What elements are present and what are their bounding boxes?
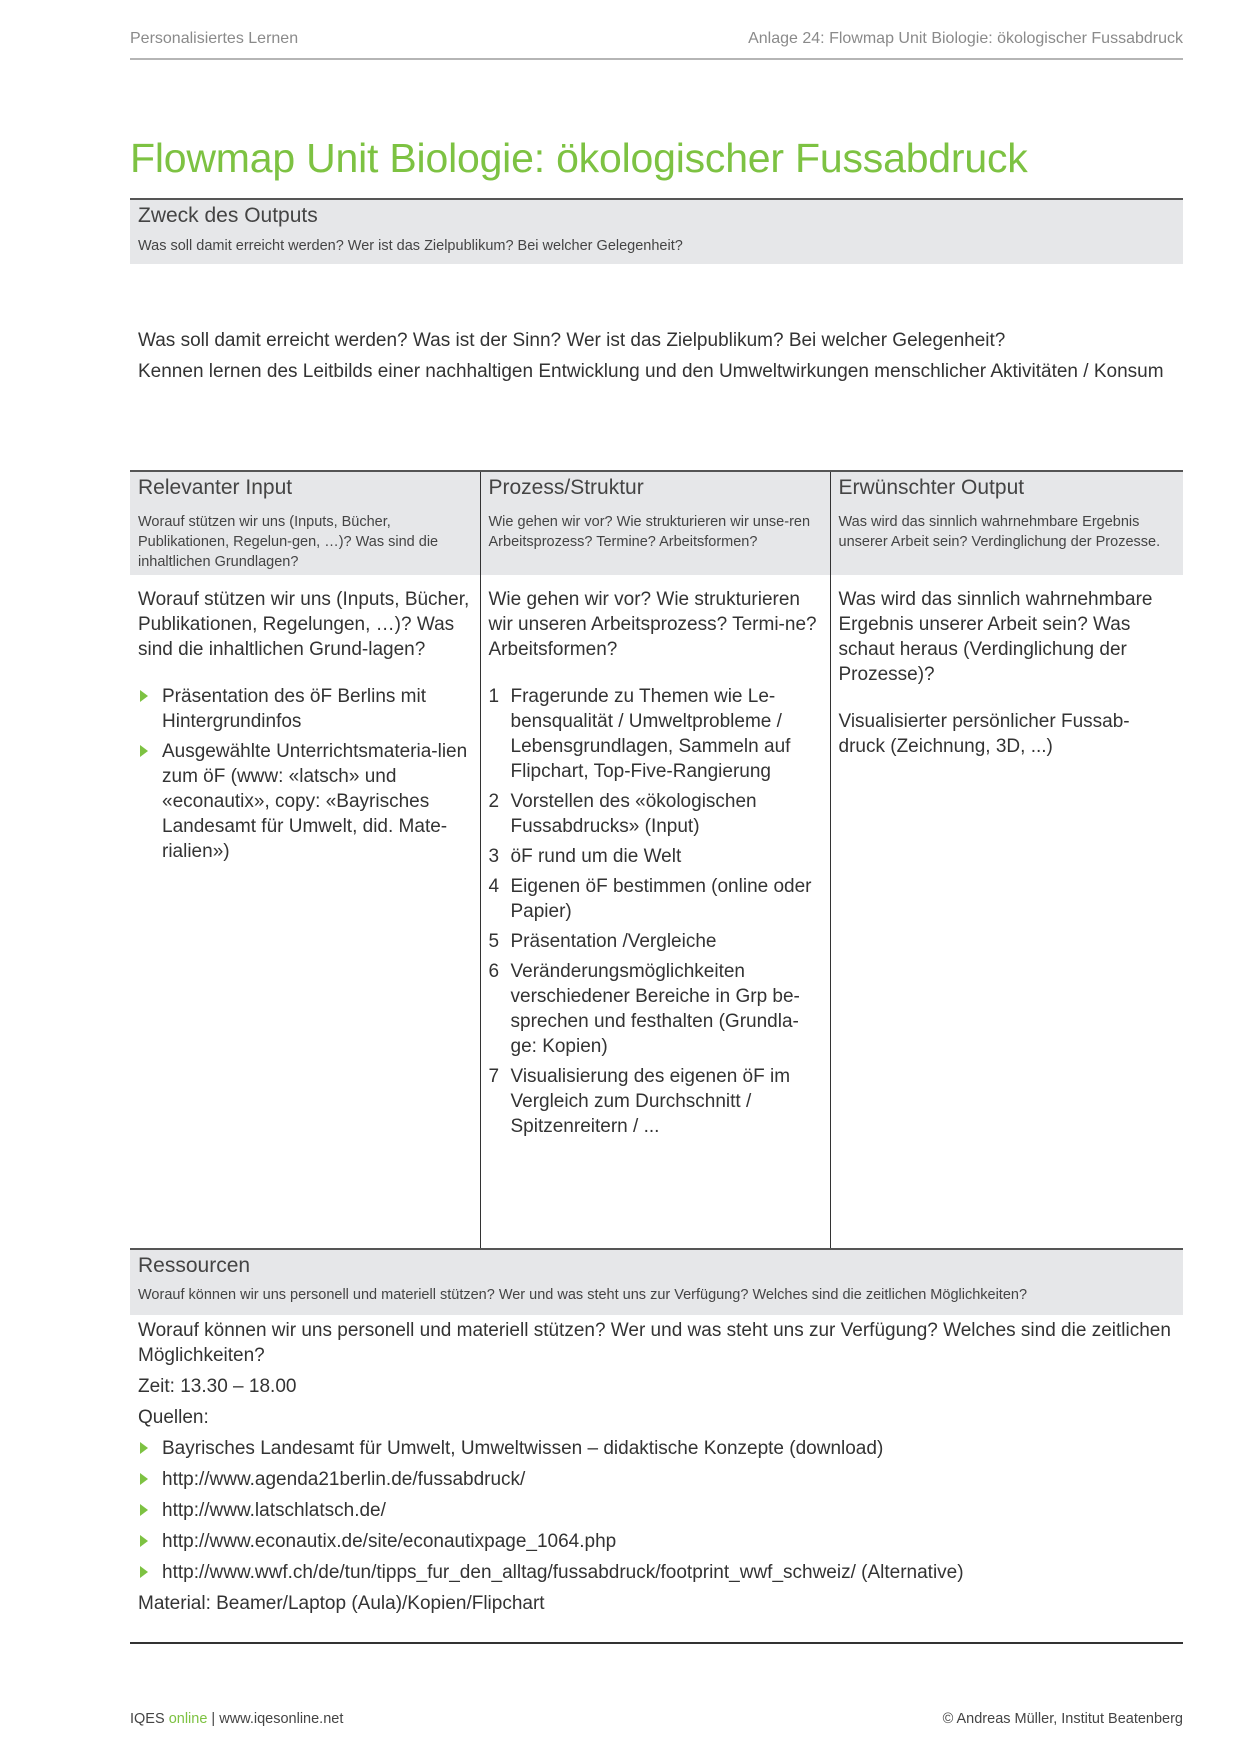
- step-number: 2: [488, 791, 500, 812]
- footer-left: [130, 1711, 343, 1727]
- ressourcen-title: Ressourcen: [138, 1254, 251, 1277]
- step-text: Vorstellen des «ökologischen Fussabdrucks» (Input): [510, 791, 757, 837]
- column-header-prozess: [480, 471, 830, 575]
- list-item: [138, 1436, 1183, 1461]
- source-link[interactable]: http://www.wwf.ch/de/tun/tipps_fur_den_alltag/fussabdruck/footprint_wwf_schweiz/ (Alternative): [162, 1562, 964, 1583]
- output-intro: Was wird das sinnlich wahrnehmbare Ergebnis unserer Arbeit sein? Was schaut heraus (Verdinglichung der Prozesse)?: [838, 589, 1153, 685]
- list-item[interactable]: [138, 1529, 1183, 1554]
- zweck-title: Zweck des Outputs: [138, 204, 318, 227]
- column-subtitle: Wie gehen wir vor? Wie strukturieren wir unse-ren Arbeitsprozess? Termine? Arbeitsformen?: [488, 514, 811, 550]
- list-item: [489, 959, 822, 1059]
- triangle-bullet-icon: [140, 690, 148, 702]
- step-text: Veränderungsmöglichkeiten verschiedener Bereiche in Grp be-sprechen und festhalten (Grundla-ge: Kopien): [510, 961, 800, 1057]
- footer-brand-accent: online: [168, 1711, 208, 1727]
- zweck-question: Was soll damit erreicht werden? Was ist der Sinn? Wer ist das Zielpublikum? Bei welcher Gelegenheit?: [138, 330, 1006, 351]
- input-intro: Worauf stützen wir uns (Inputs, Bücher, Publikationen, Regelungen, …)? Was sind die inhaltlichen Grund-lagen?: [138, 589, 470, 660]
- ressourcen-subtitle: Worauf können wir uns personell und materiell stützen? Wer und was steht uns zur Verfügung? Welches sind die zeitlichen Möglichkeiten?: [138, 1287, 1028, 1303]
- step-number: 1: [488, 686, 500, 707]
- list-item[interactable]: [138, 1560, 1183, 1585]
- triangle-bullet-icon: [140, 1504, 148, 1516]
- column-subtitle: Worauf stützen wir uns (Inputs, Bücher, Publikationen, Regelun-gen, …)? Was sind die inhaltlichen Grundlagen?: [138, 514, 439, 570]
- list-item[interactable]: [138, 1467, 1183, 1492]
- flowmap-table: [130, 470, 1183, 1250]
- list-item: [489, 874, 822, 924]
- column-title: Erwünschter Output: [838, 476, 1025, 499]
- list-item: [489, 1064, 822, 1139]
- triangle-bullet-icon: [140, 745, 148, 757]
- prozess-step-list: [489, 684, 822, 1139]
- step-text: öF rund um die Welt: [510, 846, 682, 867]
- prozess-intro: Wie gehen wir vor? Wie strukturieren wir unseren Arbeitsprozess? Termi-ne? Arbeitsformen?: [488, 589, 817, 660]
- cell-output: [830, 575, 1183, 1250]
- list-item: [489, 789, 822, 839]
- ressourcen-zeit: Zeit: 13.30 – 18.00: [138, 1376, 297, 1397]
- triangle-bullet-icon: [140, 1473, 148, 1485]
- column-subtitle: Was wird das sinnlich wahrnehmbare Ergebnis unserer Arbeit sein? Verdinglichung der Prozesse.: [838, 514, 1161, 550]
- header-divider: [130, 58, 1183, 60]
- ressourcen-body: [138, 1318, 1183, 1622]
- footer-separator: |: [211, 1711, 216, 1727]
- column-header-output: [830, 471, 1183, 575]
- zweck-section-header: [130, 198, 1183, 264]
- quellen-list: [138, 1436, 1183, 1585]
- step-number: 3: [488, 846, 500, 867]
- list-item: [138, 739, 472, 864]
- ressourcen-section-header: [130, 1248, 1183, 1315]
- list-item[interactable]: [138, 1498, 1183, 1523]
- step-text: Visualisierung des eigenen öF im Vergleich zum Durchschnitt / Spitzenreitern / ...: [510, 1066, 791, 1137]
- zweck-body: [138, 328, 1178, 390]
- ressourcen-material: Material: Beamer/Laptop (Aula)/Kopien/Flipchart: [138, 1593, 545, 1614]
- running-header-left: Personalisiertes Lernen: [130, 30, 299, 47]
- zweck-answer: Kennen lernen des Leitbilds einer nachhaltigen Entwicklung und den Umweltwirkungen menschlicher Aktivitäten / Konsum: [138, 361, 1164, 382]
- cell-input: [130, 575, 480, 1250]
- list-item: [138, 684, 472, 734]
- footer-url[interactable]: www.iqesonline.net: [219, 1711, 344, 1727]
- source-text: Bayrisches Landesamt für Umwelt, Umweltwissen – didaktische Konzepte (download): [162, 1438, 884, 1459]
- step-number: 6: [488, 961, 500, 982]
- table-header-row: [130, 471, 1183, 575]
- zweck-subtitle: Was soll damit erreicht werden? Wer ist das Zielpublikum? Bei welcher Gelegenheit?: [138, 238, 683, 254]
- step-number: 7: [488, 1066, 500, 1087]
- source-link[interactable]: http://www.agenda21berlin.de/fussabdruck/: [162, 1469, 526, 1490]
- list-item-text: Ausgewählte Unterrichtsmateria-lien zum öF (www: «latsch» und «econautix», copy: «Bayrisches Landesamt für Umwelt, did. Mate-rialien»): [162, 741, 468, 862]
- footer-copyright: © Andreas Müller, Institut Beatenberg: [942, 1711, 1183, 1727]
- ressourcen-quellen-label: Quellen:: [138, 1407, 209, 1428]
- footer-divider: [130, 1642, 1183, 1644]
- step-text: Eigenen öF bestimmen (online oder Papier): [510, 876, 812, 922]
- triangle-bullet-icon: [140, 1442, 148, 1454]
- output-result: Visualisierter persönlicher Fussab-druck (Zeichnung, 3D, ...): [838, 711, 1130, 757]
- triangle-bullet-icon: [140, 1566, 148, 1578]
- source-link[interactable]: http://www.econautix.de/site/econautixpage_1064.php: [162, 1531, 617, 1552]
- list-item-text: Präsentation des öF Berlins mit Hintergrundinfos: [162, 686, 427, 732]
- ressourcen-intro: Worauf können wir uns personell und materiell stützen? Wer und was steht uns zur Verfügung? Welches sind die zeitlichen Möglichkeiten?: [138, 1320, 1171, 1366]
- step-text: Präsentation /Vergleiche: [510, 931, 717, 952]
- cell-prozess: [480, 575, 830, 1250]
- page-title: Flowmap Unit Biologie: ökologischer Fussabdruck: [130, 135, 1028, 181]
- column-title: Prozess/Struktur: [488, 476, 644, 499]
- column-title: Relevanter Input: [138, 476, 293, 499]
- step-text: Fragerunde zu Themen wie Le-bensqualität / Umweltprobleme / Lebensgrundlagen, Sammeln auf Flipchart, Top-Five-Rangierung: [510, 686, 791, 782]
- footer-brand: IQES: [130, 1711, 165, 1727]
- source-link[interactable]: http://www.latschlatsch.de/: [162, 1500, 386, 1521]
- list-item: [489, 684, 822, 784]
- input-bullet-list: [138, 684, 472, 864]
- step-number: 5: [488, 931, 500, 952]
- list-item: [489, 929, 822, 954]
- triangle-bullet-icon: [140, 1535, 148, 1547]
- list-item: [489, 844, 822, 869]
- running-header-right: Anlage 24: Flowmap Unit Biologie: ökologischer Fussabdruck: [748, 30, 1183, 47]
- step-number: 4: [488, 876, 500, 897]
- column-header-input: [130, 471, 480, 575]
- table-body-row: [130, 575, 1183, 1250]
